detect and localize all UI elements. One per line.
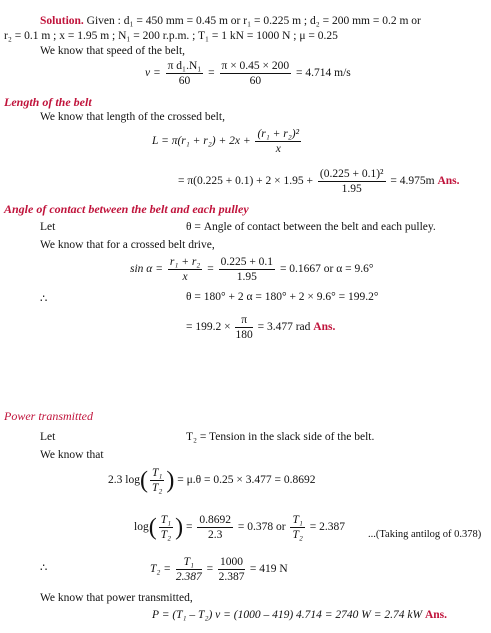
solution-label: Solution. [40, 15, 84, 27]
ans-label: Ans. [313, 321, 336, 334]
tension-ratio-fraction: $\frac{\text{T₁}}{\text{T₂}}$ [160, 514, 172, 541]
length-formula-fraction: $\frac{\text{(r₁ + r₂)²}}{x}$ [257, 128, 300, 155]
sin-fraction-1: $\frac{\text{r₁ + r₂}}{x}$ [169, 256, 201, 283]
heading-length: Length of the belt [4, 95, 92, 109]
length-substitution: = π(0.225 + 0.1) + 2 × 1.95 + $\frac{\text{(0.225 + 0.1)²}}{1.95}$ = 4.975m Ans. [178, 168, 460, 195]
power-definition: T₂ = Tension in the slack side of the belt. [186, 431, 375, 443]
t2-fraction-1: $\frac{\text{T₁}}{2.387}$ [175, 556, 202, 583]
given-line-1: Solution. Given : d₁ = 450 mm = 0.45 m or r₁ = 0.225 m ; d₂ = 200 mm = 0.2 m or [40, 15, 421, 27]
power-let: Let [40, 431, 56, 443]
sin-equation: sin α = $\frac{\text{r₁ + r₂}}{x}$ = $\frac{0.225 + 0.1}{1.95}$ = 0.1667 or α = 9.6° [130, 256, 374, 283]
radian-fraction: $\frac{\pi}{180}$ [235, 314, 253, 341]
t2-fraction-2: $\frac{1000}{2.387}$ [218, 556, 245, 583]
log-equation-1: 2.3 log( $\frac{\text{T₁}}{\text{T₂}}$ ) = μ.θ = 0.25 × 3.477 = 0.8692 [108, 467, 316, 494]
therefore-symbol: ∴ [40, 562, 48, 574]
ans-label: Ans. [437, 175, 460, 188]
antilog-note: ...(Taking antilog of 0.378) [368, 529, 482, 540]
length-substitution-fraction: $\frac{\text{(0.225 + 0.1)²}}{1.95}$ [319, 168, 384, 195]
angle-definition: θ = Angle of contact between the belt and each pulley. [186, 221, 436, 233]
heading-angle: Angle of contact between the belt and each pulley [4, 202, 249, 216]
speed-intro: We know that speed of the belt, [40, 45, 186, 57]
length-formula: L = π(r₁ + r₂) + 2x + $\frac{\text{(r₁ + r₂)²}}{x}$ [152, 128, 300, 155]
therefore-symbol: ∴ [40, 293, 48, 305]
theta-equation: θ = 180° + 2 α = 180° + 2 × 9.6° = 199.2° [186, 291, 379, 303]
log-value-fraction: $\frac{0.8692}{2.3}$ [199, 514, 231, 541]
power-equation: P = (T₁ – T₂) v = (1000 – 419) 4.714 = 2740 W = 2.74 kW Ans. [152, 609, 448, 621]
angle-let: Let [40, 221, 56, 233]
tension-ratio-fraction: $\frac{\text{T₁}}{\text{T₂}}$ [151, 467, 163, 494]
speed-equation: v = $\frac{\text{π d₁.N₁}}{60}$ = $\frac{\pi \times 0.45 \times 200}{60}$ = 4.714 m/s [145, 60, 351, 87]
speed-fraction-2: $\frac{\pi \times 0.45 \times 200}{60}$ [221, 60, 290, 87]
ans-label: Ans. [424, 609, 448, 621]
power-intro: We know that [40, 449, 104, 461]
power-transmitted-intro: We know that power transmitted, [40, 592, 193, 604]
speed-fraction-1: $\frac{\text{π d₁.N₁}}{60}$ [167, 60, 202, 87]
sin-fraction-2: $\frac{0.225 + 0.1}{1.95}$ [220, 256, 274, 283]
heading-power: Power transmitted [4, 409, 93, 423]
tension-ratio-fraction: $\frac{\text{T₁}}{\text{T₂}}$ [292, 514, 303, 541]
given-line-2: r₂ = 0.1 m ; x = 1.95 m ; N₁ = 200 r.p.m. ; T₁ = 1 kN = 1000 N ; μ = 0.25 [4, 30, 338, 42]
log-equation-2: log( $\frac{\text{T₁}}{\text{T₂}}$ ) = $\frac{0.8692}{2.3}$ = 0.378 or $\frac{\text{T₁}}{\text{T₂}}$ = 2.387 [134, 514, 345, 541]
t2-equation: T₂ = $\frac{\text{T₁}}{2.387}$ = $\frac{1000}{2.387}$ = 419 N [150, 556, 288, 583]
angle-intro: We know that for a crossed belt drive, [40, 239, 215, 251]
length-intro: We know that length of the crossed belt, [40, 111, 225, 123]
radian-equation: = 199.2 × $\frac{\pi}{180}$ = 3.477 rad Ans. [186, 314, 336, 341]
